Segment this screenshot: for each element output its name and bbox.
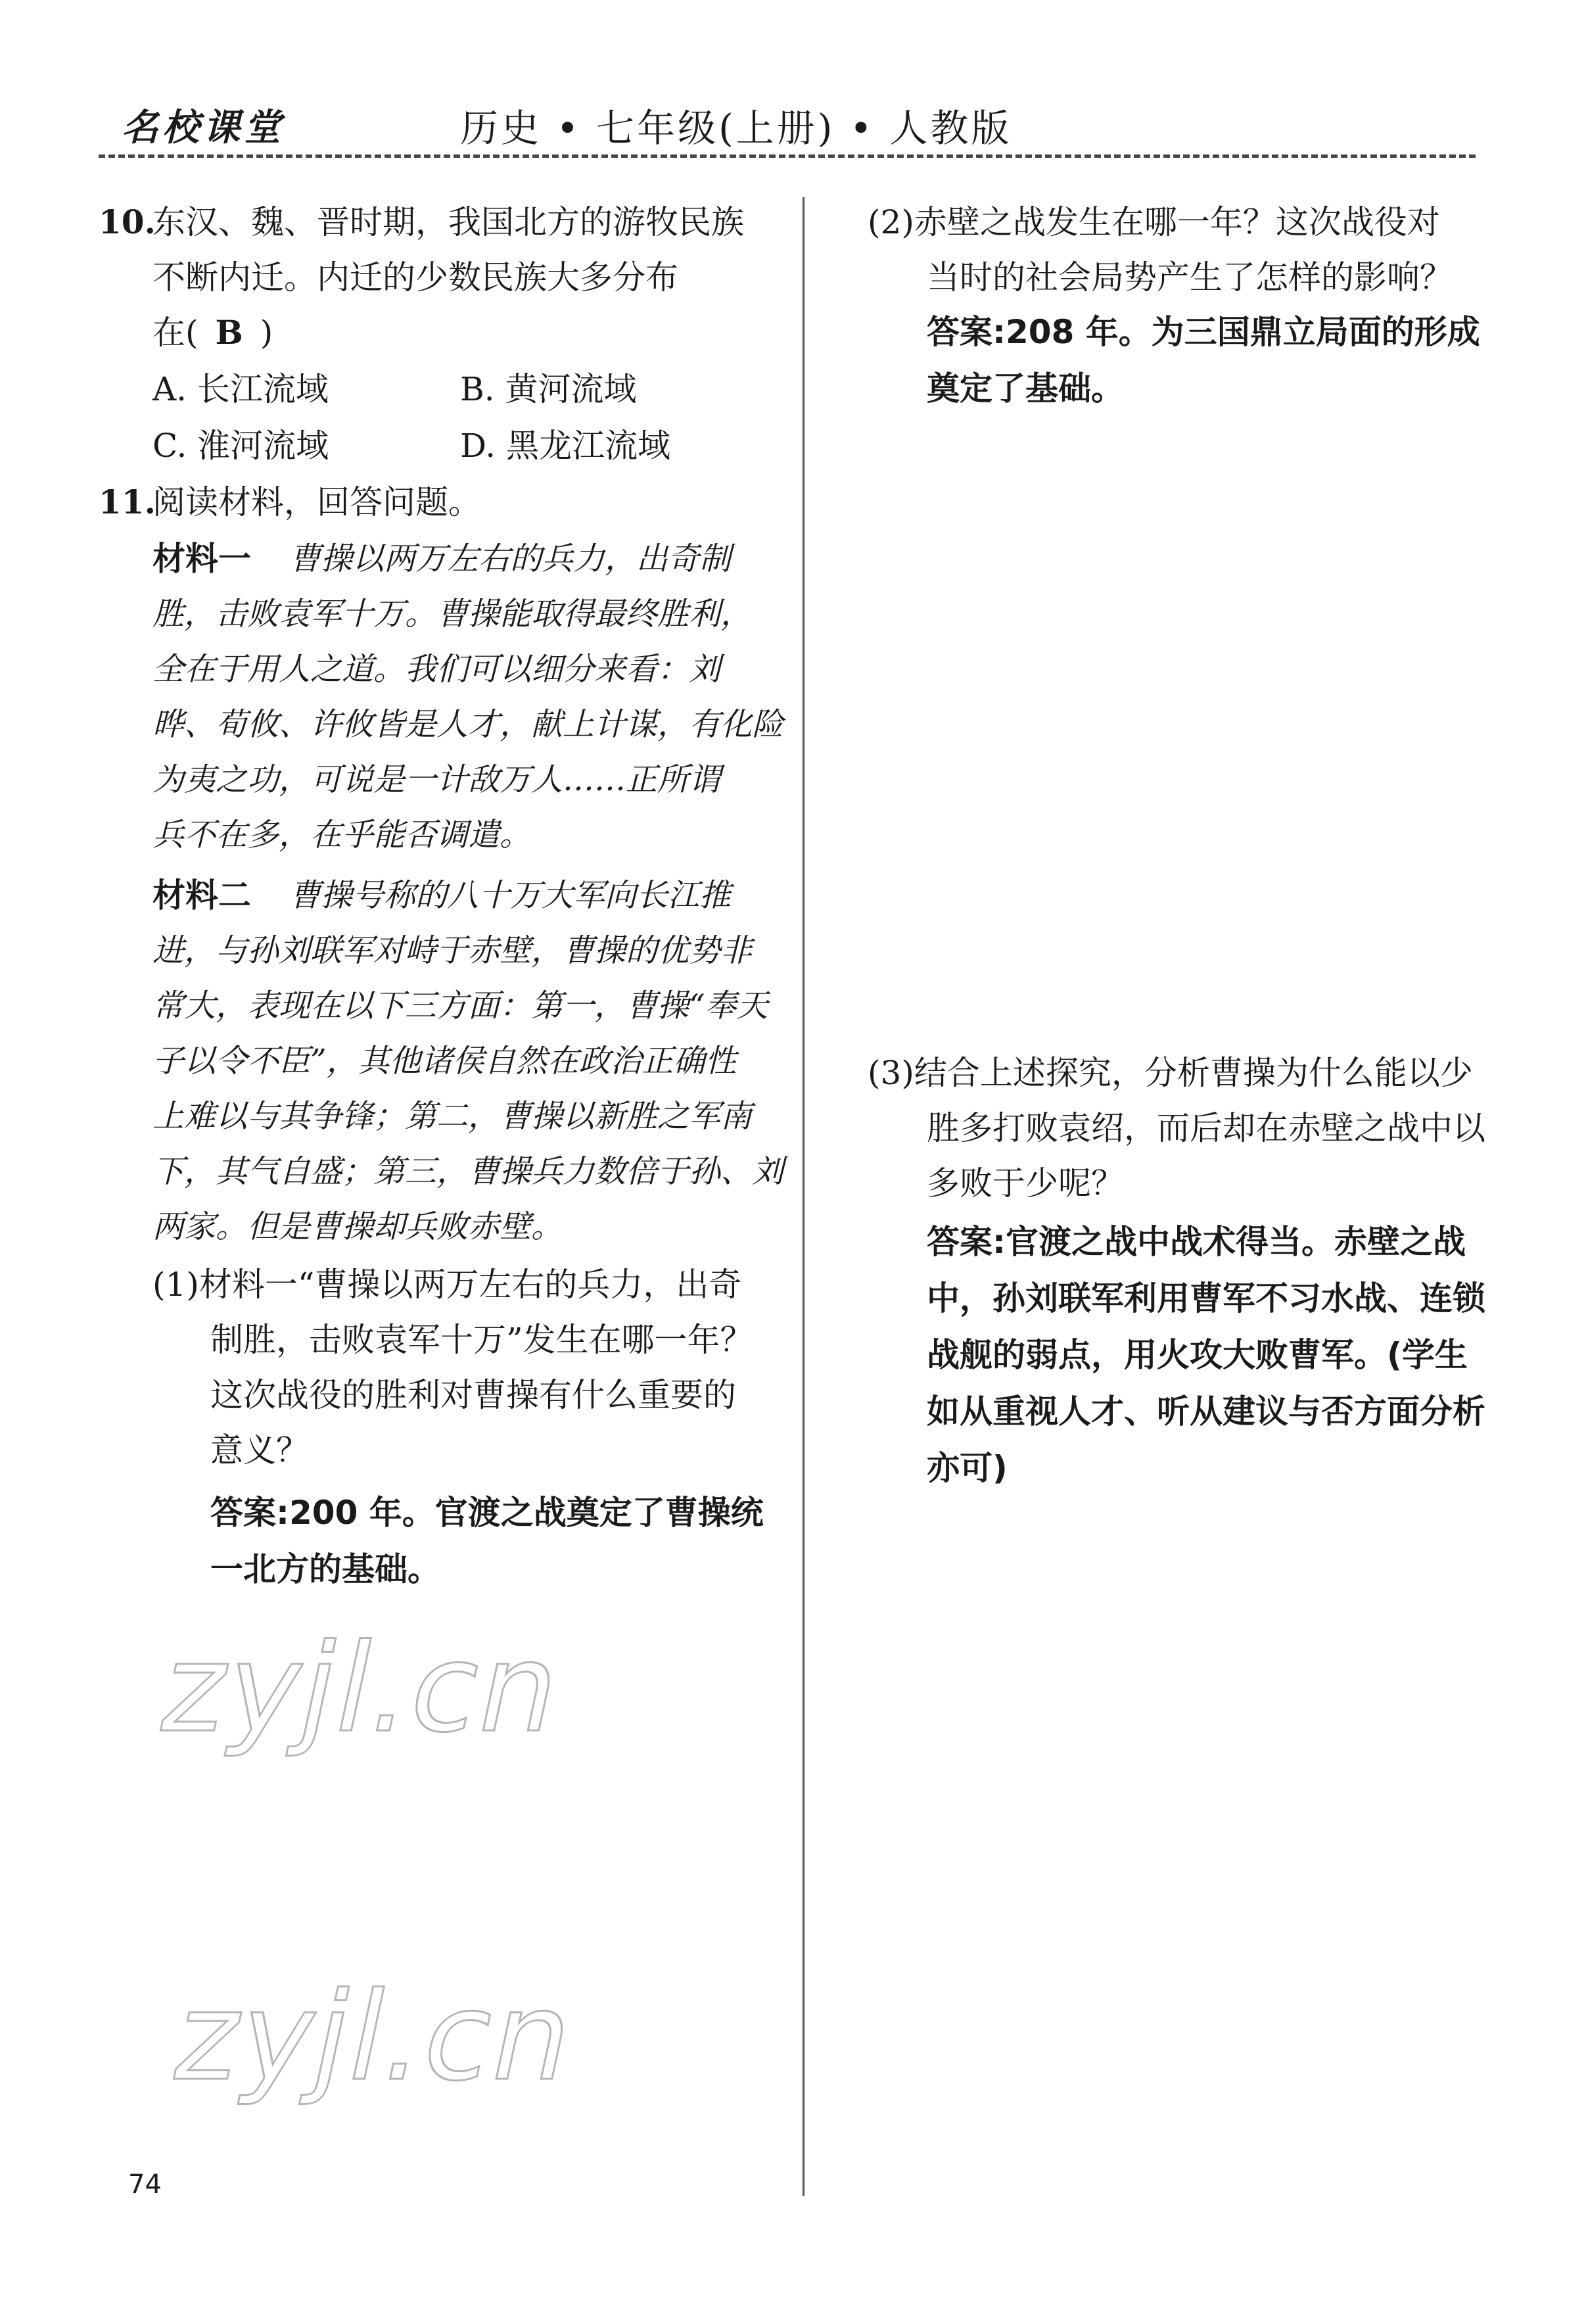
material-line: 全在于用人之道。我们可以细分来看：刘: [152, 651, 721, 688]
material-line: 曹操号称的八十万大军向长江推: [289, 877, 732, 914]
brand-title: 名校课堂: [122, 106, 285, 149]
sub-question-1-line: 制胜，击败袁军十万”发生在哪一年？: [210, 1321, 753, 1359]
material-line: 两家。但是曹操却兵败赤壁。: [152, 1208, 563, 1245]
sub-question-1-line: 意义？: [210, 1431, 309, 1469]
stem-tail-prefix: 在(: [152, 314, 198, 352]
answer-3-line: 中，孙刘联军利用曹军不习水战、连锁: [927, 1279, 1485, 1317]
page-number: 74: [128, 2170, 162, 2200]
material-line: 上难以与其争锋；第二，曹操以新胜之军南: [152, 1098, 753, 1135]
watermark: zyjl.cn: [149, 1617, 575, 1759]
material-line: 常大，表现在以下三方面：第一，曹操“奉天: [152, 987, 768, 1024]
subject-title: 历史 • 七年级(上册) • 人教版: [460, 106, 1012, 151]
material-line: 为夷之功，可说是一计敌万人……正所谓: [152, 761, 721, 798]
answer-3-line: 如从重视人才、听从建议与否方面分析: [927, 1392, 1485, 1431]
column-divider: [803, 197, 805, 2196]
material-line: 晔、荀攸、许攸皆是人才，献上计谋，有化险: [152, 706, 784, 743]
question-line: 东汉、魏、晋时期，我国北方的游牧民族: [152, 203, 744, 241]
answer-2-line: 奠定了基础。: [927, 369, 1124, 408]
option-b: B. 黄河流域: [460, 370, 637, 408]
watermark: zyjl.cn: [162, 1966, 588, 2108]
sub-question-2: (2)赤壁之战发生在哪一年？这次战役对: [868, 203, 1440, 241]
sub-question-1-line: 这次战役的胜利对曹操有什么重要的: [210, 1376, 736, 1414]
material-line: 兵不在多，在乎能否调遣。: [152, 817, 532, 853]
question-line: [152, 305, 273, 360]
answer-1: 答案:200 年。官渡之战奠定了曹操统: [210, 1494, 764, 1532]
answer-choice: B: [215, 313, 243, 352]
sub-question-3-line: 胜多打败袁绍，而后却在赤壁之战中以: [927, 1109, 1485, 1147]
answer-3-line: 战舰的弱点，用火攻大败曹军。(学生: [927, 1336, 1468, 1374]
option-d: D. 黑龙江流域: [460, 427, 671, 465]
sub-question-2-line: 当时的社会局势产生了怎样的影响？: [927, 258, 1453, 296]
question-number: 11.: [99, 483, 156, 521]
question-intro: 阅读材料，回答问题。: [152, 483, 481, 521]
answer-1-line: 一北方的基础。: [210, 1550, 440, 1588]
material-line: 子以令不臣”，其他诸侯自然在政治正确性: [152, 1043, 737, 1079]
answer-3: 答案:官渡之战中战术得当。赤壁之战: [927, 1223, 1466, 1261]
option-a: A. 长江流域: [152, 370, 329, 408]
material-line: 曹操以两万左右的兵力，出奇制: [289, 540, 732, 577]
material-2-label: 材料二: [152, 876, 251, 914]
question-number: 10.: [99, 202, 156, 241]
sub-question-1: (1)材料一“曹操以两万左右的兵力，出奇: [152, 1266, 742, 1304]
material-line: 进，与孙刘联军对峙于赤壁，曹操的优势非: [152, 932, 753, 969]
header-divider: [99, 154, 1476, 158]
stem-tail-suffix: ): [260, 314, 273, 352]
material-1-label: 材料一: [152, 539, 251, 578]
answer-3-line: 亦可): [927, 1449, 1008, 1487]
material-line: 下，其气自盛；第三，曹操兵力数倍于孙、刘: [152, 1153, 784, 1190]
page-header: [0, 0, 1586, 171]
question-line: 不断内迁。内迁的少数民族大多分布: [152, 258, 678, 296]
sub-question-3-line: 多败于少呢？: [927, 1164, 1124, 1202]
sub-question-3: (3)结合上述探究，分析曹操为什么能以少: [868, 1054, 1473, 1092]
answer-2: 答案:208 年。为三国鼎立局面的形成: [927, 313, 1480, 351]
material-line: 胜，击败袁军十万。曹操能取得最终胜利，: [152, 596, 753, 632]
option-c: C. 淮河流域: [152, 427, 329, 465]
